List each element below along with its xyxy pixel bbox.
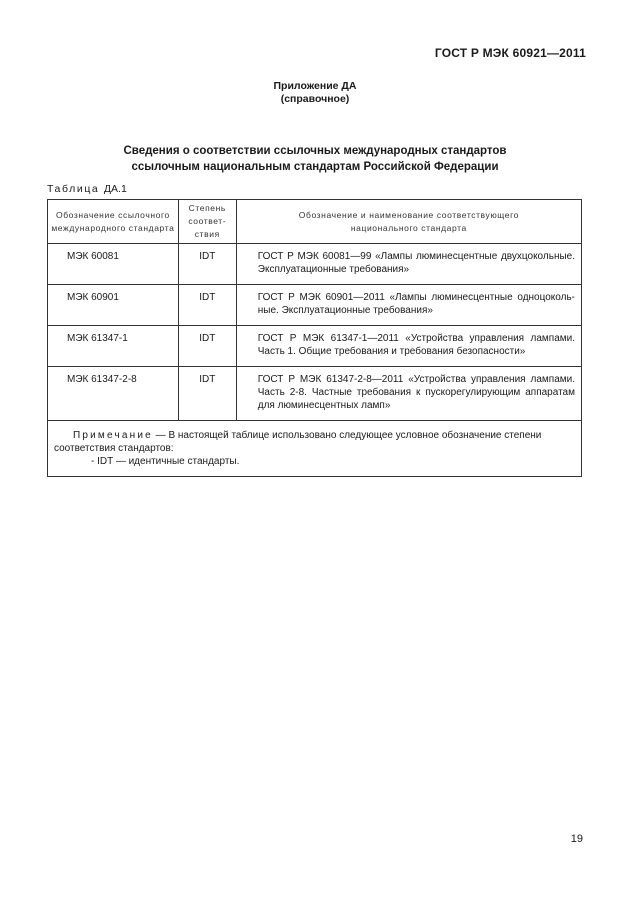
table-header-row — [48, 200, 582, 244]
cell-national-text: ГОСТ Р МЭК 60081—99 «Лампы люминесцентные двухцокольные. Эксплуатационные требования» — [257, 251, 575, 275]
table-row — [48, 326, 582, 367]
standards-table — [47, 199, 582, 477]
section-title-line-2: ссылочным национальным стандартам Российской Федерации — [131, 161, 499, 173]
header-reference-standard — [48, 200, 179, 244]
appendix-title: Приложение ДА — [273, 80, 357, 92]
header-col1-line1: Обозначение ссылочного — [55, 209, 170, 220]
header-col3-line2: национального стандарта — [350, 222, 467, 233]
document-standard-code: ГОСТ Р МЭК 60921—2011 — [434, 46, 586, 60]
table-note — [48, 421, 582, 477]
section-title-line-1: Сведения о соответствии ссылочных международных стандартов — [123, 145, 507, 157]
header-national-standard — [236, 200, 581, 244]
table-caption-word: Таблица — [47, 183, 100, 195]
table-caption — [47, 183, 127, 195]
note-label: Примечание — [73, 430, 153, 441]
cell-degree: IDT — [178, 367, 236, 421]
appendix-heading — [0, 80, 630, 106]
table-row — [48, 367, 582, 421]
page-number: 19 — [570, 833, 583, 845]
table-row — [48, 285, 582, 326]
header-degree — [178, 200, 236, 244]
note-text: — В настоящей таблице использовано следующее условное обозначение степени соответствия стандартов: — [54, 430, 542, 454]
cell-national — [236, 285, 581, 326]
cell-degree: IDT — [178, 326, 236, 367]
section-title — [0, 143, 630, 175]
cell-national-text: ГОСТ Р МЭК 60901—2011 «Лампы люминесцентные одноцоколь-ные. Эксплуатационные требования» — [257, 292, 575, 316]
header-col3-line1: Обозначение и наименование соответствующего — [298, 209, 519, 220]
cell-reference: МЭК 61347-2-8 — [48, 367, 179, 421]
cell-national — [236, 367, 581, 421]
cell-national — [236, 244, 581, 285]
cell-reference: МЭК 61347-1 — [48, 326, 179, 367]
cell-national-text: ГОСТ Р МЭК 61347-1—2011 «Устройства управления лампами. Часть 1. Общие требования и требования безопасности» — [257, 333, 575, 357]
cell-degree: IDT — [178, 285, 236, 326]
table-row — [48, 244, 582, 285]
header-col1-line2: международного стандарта — [51, 222, 175, 233]
table-note-row — [48, 421, 582, 477]
header-col2-line3: ствия — [194, 229, 220, 239]
note-item: - IDT — идентичные стандарты. — [91, 456, 240, 467]
header-col2-line1: Степень — [188, 203, 226, 213]
appendix-subtitle: (справочное) — [280, 93, 350, 105]
cell-reference: МЭК 60901 — [48, 285, 179, 326]
cell-degree: IDT — [178, 244, 236, 285]
cell-national-text: ГОСТ Р МЭК 61347-2-8—2011 «Устройства управления лампами. Часть 2-8. Частные требования к пускорегулирующим аппаратам для люминесцентных ламп» — [257, 374, 575, 411]
cell-reference: МЭК 60081 — [48, 244, 179, 285]
table-caption-number: ДА.1 — [103, 183, 127, 195]
header-col2-line2: соответ- — [188, 216, 227, 226]
cell-national — [236, 326, 581, 367]
